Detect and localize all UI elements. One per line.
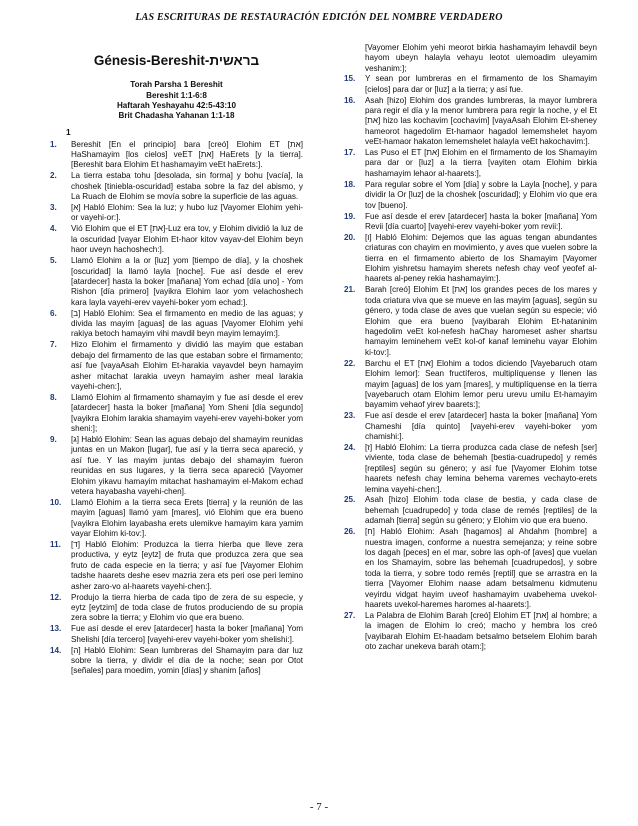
verse [50, 140, 303, 171]
verse [50, 435, 303, 497]
verse-number: 14. [50, 645, 62, 655]
verse-text: Asah [hizo] Elohim dos grandes lumbreras, la mayor lumbrera para regir el día y la menor lumbrera para regir la noche, y el Et [את] hizo las kochavim [cochavim] [vayaAsah Elohim Et-sheney hameorot hagedolim Et-hamaor hagadol lememshelet hayom veEt-hamaor hakaton lememshelet halayla veEt hakochavim:]. [365, 95, 597, 147]
verse-text: Las Puso el ET [את] Elohim en el firmamento de los Shamayim para dar or [luz] a la tierra [vayiten otam Elohim birkia hashamayim lehaor al-haarets:], [365, 148, 597, 178]
verse-number: 5. [50, 256, 57, 266]
verse-number: 19. [344, 211, 356, 221]
verse-number: 9. [50, 435, 57, 444]
verse [50, 498, 303, 540]
verse [344, 443, 597, 495]
parsha-line: Torah Parsha 1 Bereshit [130, 80, 223, 90]
verse-number: 8. [50, 392, 57, 402]
brit-chadasha-line: Brit Chadasha Yahanan 1:1-18 [118, 111, 235, 121]
verse-number: 26. [344, 527, 356, 537]
verse-text: [ח] Habló Elohim: Asah [hagamos] al Ahdahm [hombre] a nuestra imagen, conforme a nuestra semejanza; y reine sobre los dagah [peces] en el mar, sobre las oph-of [aves] que vuelan en los Shamayim, sobre las behemah [cuadrupedos], y sobre toda la tierra, y sobre todo remés [reptil] que se arrastra en la tierra [Vayomer Elohim naase adam betsalmenu kidmutenu veyirdu vidgat hayim uveof hashamayim uvabehema uvekol-haarets uvekol-haremes haromes al-haarets:]. [365, 527, 597, 610]
verse-number: 12. [50, 592, 62, 602]
verse-text: Asah [hizo] Elohim toda clase de bestia, y cada clase de behemah [cuadrupedo] y toda clase de remés [reptiles] de la adamah [tierra] según su género; y Elohim vio que era bueno. [365, 495, 597, 526]
verse [344, 180, 597, 211]
verse-number: 13. [50, 624, 62, 634]
verse-text: Llamó Elohim a la or [luz] yom [tiempo de día], y la choshek [oscuridad] la llamó layla [noche]. Fue así desde el erev [atardecer] hasta la boker [mañana] Yom echad [día uno] - Yom Rishon [día primero] [vayikra Elohim laor yom velachoshech kara layla vayehi-erev vayehi-boker yom echad:]. [71, 256, 303, 307]
verse-text: La Palabra de Elohim Barah [creó] Elohim ET [את] al hombre; a la imagen de Elohim lo creó; macho y hembra los creó [vayibarah Elohim Et-haadam betsalmo betselem Elohim barah oto zachar unekeva barah otam:]; [365, 610, 597, 652]
verse [344, 527, 597, 610]
verse-number: 7. [50, 340, 57, 350]
verse-number: 20. [344, 232, 356, 242]
verse [344, 212, 597, 233]
verse-number: 11. [50, 540, 61, 550]
verse-text: Produjo la tierra hierba de cada tipo de zera de su especie, y eytz [eytzim] de toda clase de frutos produciendo de su propia zera sobre la tierra; y Elohim vio que era bueno. [71, 592, 303, 623]
verse-list-left [50, 140, 303, 677]
verse-number: 17. [344, 148, 356, 158]
verse-text: Bereshit [En el principio] bara [creó] Elohim ET [את] HaShamayim [los cielos] veET [את] HaErets [y la tierra]. [Bereshit bara Elohim Et hashamayim veEt haErets:]. [71, 139, 304, 170]
verse [344, 74, 597, 95]
verse-number: 25. [344, 495, 356, 505]
verse-text: [ה] Habló Elohim: Sean lumbreras del Shamayim para dar luz sobre la tierra, y dividir el día de la noche; sean por Otot [señales] para moedim, yomin [días] y shanim [años] [71, 645, 303, 676]
verse-text: La tierra estaba tohu [desolada, sin forma] y bohu [vacía], la choshek [tiniebla-oscuridad] estaba sobre la faz del abismo, y La Ruach de Elohim se movía sobre la superficie de las aguas. [71, 171, 303, 202]
verse-text: Barchu el ET [את] Elohim a todos diciendo [Vayebaruch otam Elohim lemor]: Sean fructíferos, multiplíquense y llenen las mayim [aguas] de los yam [mares], y multiplíquense en la tierra [vayebaruch otam Elohim lemor peru urevu umilu Et-hamayim bayamim vehaof yirev baarets:]; [365, 358, 597, 410]
verse-number: 4. [50, 224, 57, 234]
verse-number: 18. [344, 179, 356, 189]
verse [50, 224, 303, 255]
verse [50, 393, 303, 435]
verse [344, 96, 597, 148]
verse-text: [ג] Habló Elohim: Sean las aguas debajo del shamayim reunidas juntas en un Makon [lugar], fue así y la tierra seca apareció, y así fue. Y las mayim juntas debajo del shamayim fueron reunidas en sus lugares, y la tierra seca apareció [Vayomer Elohim yikavu hamayim mitachat hashamayim el-Makom echad vetera hayabasha vayehi-chen]. [71, 435, 303, 497]
verse-text: [ד] Habló Elohim: Produzca la tierra hierba que lleve zera productiva, y eytz [eytz] de fruta que produzca zera que sea fruto de cada especie en la tierra; y así fue [Vayomer Elohim tadshe haarets deshe esev mazria zera ets peri ose peri lemino asher zaro-vo al-haarets vayehi-chen:]. [71, 540, 303, 591]
right-column [344, 43, 597, 653]
verse [344, 611, 597, 653]
parsha-info [50, 80, 303, 121]
book-title: Génesis-Bereshit-בראשית [93, 53, 260, 68]
verse-text: Llamó Elohim al firmamento shamayim y fue así desde el erev [atardecer] hasta la boker [mañana] Yom Sheni [día segundo] [vayikra Elohim larakia shamayim vayehi-erev vayehi-boker yom sheni:]; [71, 392, 303, 434]
verse-number: 24. [344, 442, 356, 452]
verse-number: 10. [50, 497, 62, 507]
verse-text: Vió Elohim que el ET [את]-Luz era tov, y Elohim dividió la luz de la oscuridad [vayar Elohim Et-haor kitov vayav-del Elohim beyn haor uveyn hachoshech:]. [71, 224, 304, 255]
verse [344, 359, 597, 411]
verse [50, 340, 303, 392]
haftarah-line: Haftarah Yeshayahu 42:5-43:10 [116, 100, 237, 110]
verse-number: 6. [50, 308, 57, 318]
verse [50, 540, 303, 592]
verse-text: Para regular sobre el Yom [día] y sobre la Layla [noche], y para dividir la Or [luz] de la choshek [oscuridad]; y Elohim vio que era tov [bueno]. [365, 179, 597, 210]
reading-range-line: Bereshit 1:1-6:8 [146, 90, 207, 100]
verse-continuation: [Vayomer Elohim yehi meorot birkia hashamayim lehavdil beyn hayom ubeyn halayla vehayu leotot ulemoadim uleyamim veshanim:]; [365, 43, 597, 73]
verse [50, 593, 303, 624]
verse-number: 23. [344, 411, 356, 421]
verse-text: Llamó Elohim a la tierra seca Erets [tierra] y la reunión de las mayim [aguas] llamó yam [mares], vió Elohim que era bueno [vayikra Elohim layabasha erets ulemikve hamayim kara yamim vayar Elohim ki-tov:]. [71, 497, 303, 539]
verse [344, 495, 597, 526]
running-header: LAS ESCRITURAS DE RESTAURACIÓN EDICIÓN DEL NOMBRE VERDADERO [135, 12, 503, 23]
verse-number: 15. [344, 74, 356, 84]
verse-number: 27. [344, 610, 356, 620]
verse-text: [ו] Habló Elohim: Dejemos que las aguas tengan abundantes criaturas con chayim en movimiento, y aves que vuelen sobre la tierra en el firmamento abierto de los Shamayim [Vayomer Elohim yishretsu hamayim sherets nefesh chay veof yeofef al-haarets al-peney rekia hashamayim:]. [365, 232, 597, 284]
verse-text: [א] Habló Elohim: Sea la luz; y hubo luz [Vayomer Elohim yehi-or vayehi-or:]. [71, 203, 303, 223]
verse [50, 203, 303, 224]
verse [344, 233, 597, 285]
verse-number: 1. [50, 139, 57, 149]
verse-number: 16. [344, 95, 356, 105]
verse [50, 309, 303, 340]
page-number: - 7 - [309, 801, 329, 813]
verse-text: Hizo Elohim el firmamento y dividió las mayim que estaban debajo del firmamento de las que estaban sobre el firmamento; así fue [vayaAsah Elohim Et-harakia vayavdel beyn hamayim asher mitachat larakia uveyn hamayim asher meal larakia vayehi-chen:], [71, 340, 303, 391]
verse [50, 256, 303, 308]
verse-number: 3. [50, 203, 57, 213]
verse [344, 148, 597, 179]
verse-list-right [344, 74, 597, 652]
verse [344, 285, 597, 358]
left-column [50, 40, 303, 677]
verse-number: 22. [344, 358, 356, 368]
verse [50, 171, 303, 202]
verse [50, 646, 303, 677]
verse-text: Fue así desde el erev [atardecer] hasta la boker [mañana] Yom Revii [día cuarto] [vayehi-erev vayehi-boker yom revii:]. [365, 211, 597, 231]
verse [344, 411, 597, 442]
verse-number: 21. [344, 285, 356, 295]
chapter-number: 1 [66, 127, 71, 138]
verse-text: Fue así desde el erev [atardecer] hasta la boker [mañana] Yom Chameshi [día quinto] [vayehi-erev vayehi-boker yom chamishi:]. [365, 411, 597, 442]
verse-text: Y sean por lumbreras en el firmamento de los Shamayim [cielos] para dar or [luz] a la tierra; y así fue. [365, 74, 597, 94]
verse-text: [ז] Habló Elohim: La tierra produzca cada clase de nefesh [ser] viviente, toda clase de behemah [bestia-cuadrupedo] y remés [reptiles] según su género; y así fue [Vayomer Elohim totse haarets nefesh chay lemina behema varemes vechayto-erets lemina vayehi-chen:]. [365, 442, 597, 494]
verse-text: Barah [creó] Elohim Et [את] los grandes peces de los mares y toda criatura viva que se mueve en las mayim [aguas], según su género, y toda clase de aves que vuelan según su especie; vió Elohim que era bueno [vayibarah Elohim Et-hataninim hagedolim veEt kol-nefesh haChay haromeset asher shartsu hamayim leminehem veEt kol-of kanaf leminehu vayar Elohim ki-tov:]. [365, 285, 597, 357]
verse-text: [ב] Habló Elohim: Sea el firmamento en medio de las aguas; y divida las mayim [aguas] de las aguas [Vayomer Elohim yehi rakiya betoch hamayim vihi mavdil beyn mayim lemayim:]. [71, 308, 303, 339]
verse-text: Fue así desde el erev [atardecer] hasta la boker [mañana] Yom Shelishi [día tercero] [vayehi-erev vayehi-boker yom shelishi:]. [71, 624, 303, 644]
verse [50, 624, 303, 645]
verse-number: 2. [50, 171, 57, 181]
